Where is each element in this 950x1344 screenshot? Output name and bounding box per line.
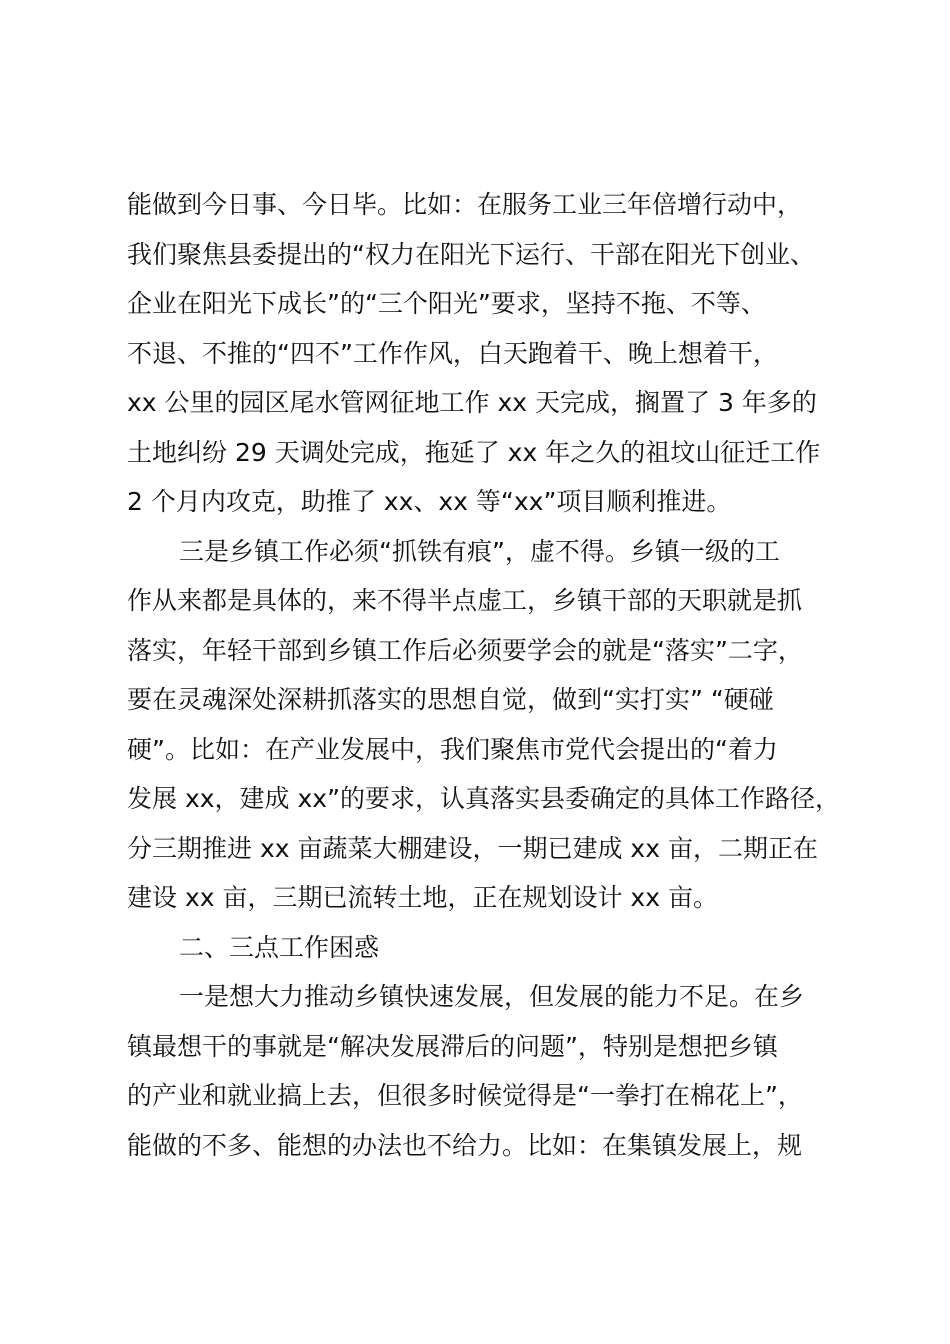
text-line: 我们聚焦县委提出的“权力在阳光下运行、干部在阳光下创业、	[127, 239, 815, 269]
text-line: 镇最想干的事就是“解决发展滞后的问题”，特别是想把乡镇	[127, 1031, 778, 1061]
text-line: 落实，年轻干部到乡镇工作后必须要学会的就是“落实”二字，	[127, 635, 803, 665]
text-line: 发展 xx，建成 xx”的要求，认真落实县委确定的具体工作路径，	[127, 784, 841, 813]
text-line: 的产业和就业搞上去，但很多时候觉得是“一拳打在棉花上”，	[127, 1081, 803, 1110]
text-line: 土地纠纷 29 天调处完成，拖延了 xx 年之久的祖坟山征迁工作	[127, 437, 821, 467]
text-line: 硬”。比如：在产业发展中，我们聚焦市党代会提出的“着力	[127, 734, 778, 764]
text-line: xx 公里的园区尾水管网征地工作 xx 天完成，搁置了 3 年多的	[127, 388, 817, 417]
text-line: 分三期推进 xx 亩蔬菜大棚建设，一期已建成 xx 亩，二期正在	[127, 833, 818, 863]
text-line: 能做到今日事、今日毕。比如：在服务工业三年倍增行动中，	[127, 190, 803, 219]
paragraph-start-line: 一是想大力推动乡镇快速发展，但发展的能力不足。在乡	[179, 982, 805, 1011]
text-line: 建设 xx 亩，三期已流转土地，正在规划设计 xx 亩。	[127, 883, 718, 912]
section-heading: 二、三点工作困惑	[179, 932, 380, 962]
paragraph-start-line: 三是乡镇工作必须“抓铁有痕”，虚不得。乡镇一级的工	[179, 536, 780, 566]
body-text	[127, 180, 867, 1170]
text-line: 作从来都是具体的，来不得半点虚工，乡镇干部的天职就是抓	[127, 586, 803, 615]
text-line: 企业在阳光下成长”的“三个阳光”要求，坚持不拖、不等、	[127, 289, 766, 318]
text-line: 2 个月内攻克，助推了 xx、xx 等“xx”项目顺利推进。	[127, 487, 732, 516]
text-line: 不退、不推的“四不”工作作风，白天跑着干、晚上想着干，	[127, 338, 778, 368]
text-line: 能做的不多、能想的办法也不给力。比如：在集镇发展上，规	[127, 1130, 803, 1160]
text-line: 要在灵魂深处深耕抓落实的思想自觉，做到“实打实” “硬碰	[127, 685, 774, 714]
